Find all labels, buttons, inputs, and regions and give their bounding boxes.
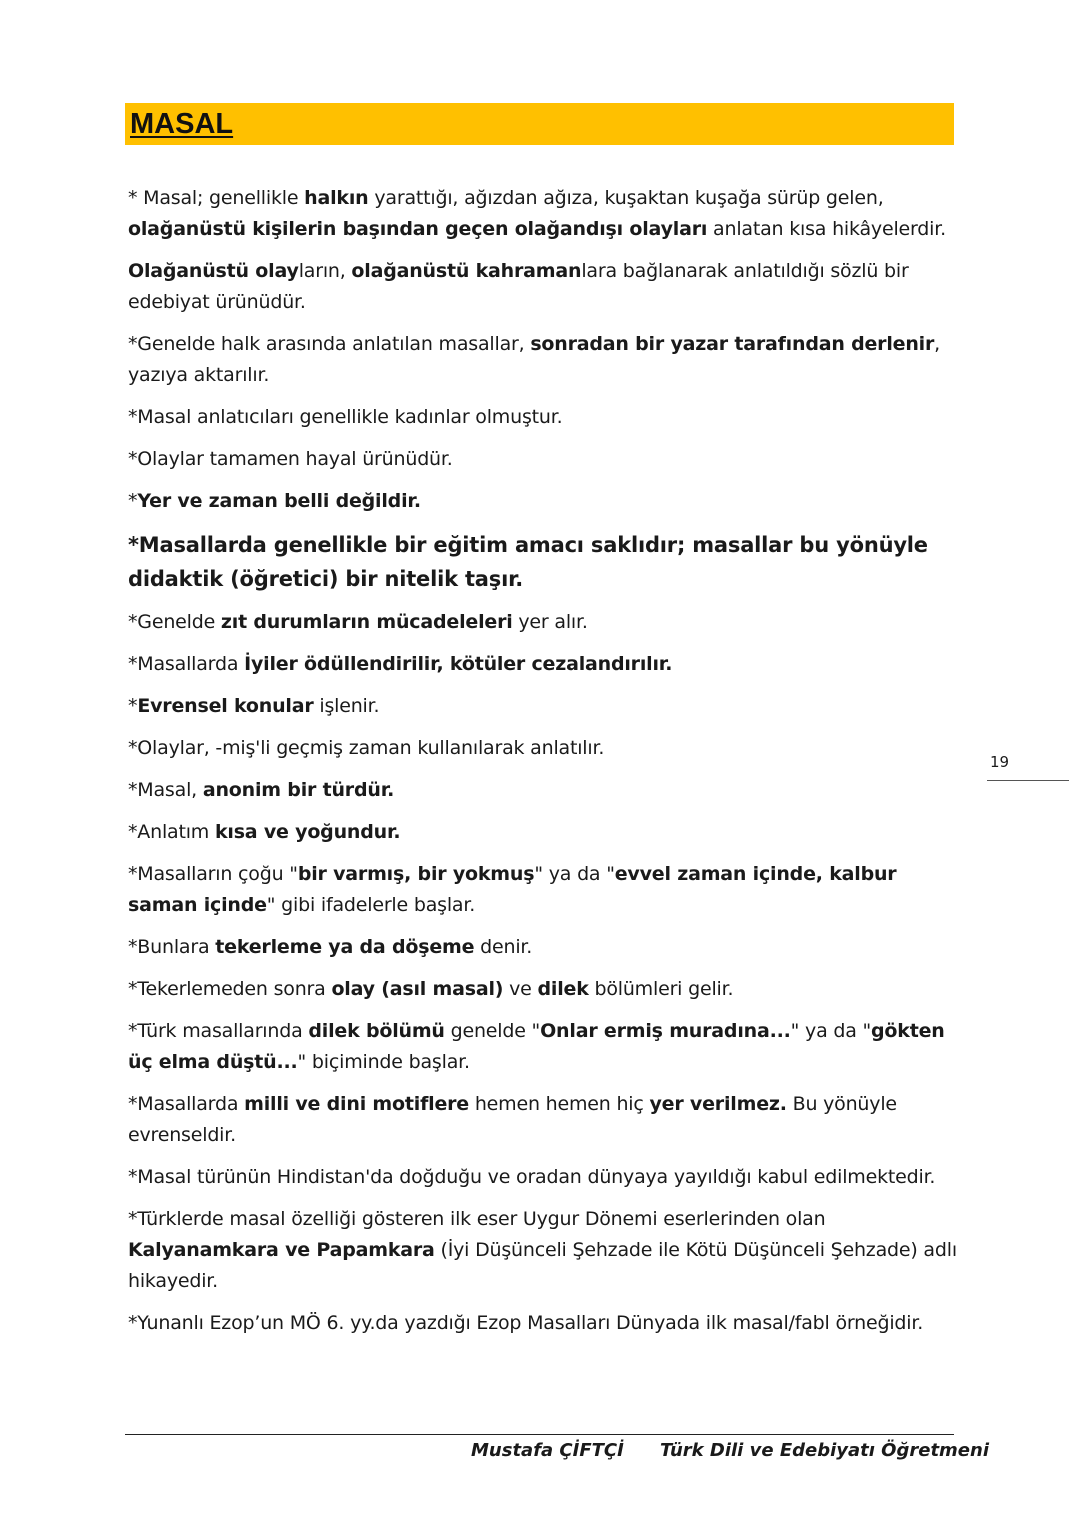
- paragraph: [128, 859, 958, 921]
- paragraph: [128, 733, 958, 764]
- paragraph: [128, 444, 958, 475]
- text-run: " biçiminde başlar.: [297, 1051, 470, 1073]
- text-run: * Masal; genellikle: [128, 187, 305, 209]
- text-run: Bu yönüyle evrenseldir.: [128, 1093, 897, 1146]
- paragraph: [128, 1308, 958, 1339]
- paragraph: [128, 1016, 958, 1078]
- text-run: *Anlatım: [128, 821, 215, 843]
- bold-text: bir varmış, bir yokmuş: [297, 863, 535, 885]
- text-run: *Masallarda: [128, 1093, 245, 1115]
- text-run: *Masal anlatıcıları genellikle kadınlar olmuştur.: [128, 406, 563, 428]
- bold-text: Evrensel konular: [137, 695, 314, 717]
- text-run: *Yunanlı Ezop’un MÖ 6. yy.da yazdığı Ezop Masalları Dünyada ilk masal/fabl örneğidir.: [128, 1312, 924, 1334]
- text-run: *Masal,: [128, 779, 203, 801]
- text-run: denir.: [474, 936, 533, 958]
- paragraph: [128, 775, 958, 806]
- text-run: *Türk masallarında: [128, 1020, 309, 1042]
- text-run: *Türklerde masal özelliği gösteren ilk eser Uygur Dönemi eserlerinden olan: [128, 1208, 826, 1230]
- paragraph: [128, 649, 958, 680]
- text-run: *Olaylar tamamen hayal ürünüdür.: [128, 448, 453, 470]
- bold-text: Yer ve zaman belli değildir.: [137, 490, 421, 512]
- text-run: " gibi ifadelerle başlar.: [266, 894, 476, 916]
- text-run: *: [128, 695, 138, 717]
- body-text: [128, 183, 958, 1350]
- bold-text: olağanüstü kahraman: [351, 260, 582, 282]
- text-run: *Masallarda: [128, 653, 245, 675]
- paragraph: [128, 607, 958, 638]
- title-banner: [125, 103, 954, 145]
- text-run: işlenir.: [313, 695, 380, 717]
- bold-text: olay (asıl masal): [331, 978, 504, 1000]
- bold-text: anonim bir türdür.: [202, 779, 395, 801]
- page-number: 19: [990, 753, 1010, 771]
- paragraph: [128, 1162, 958, 1193]
- text-run: (İyi Düşünceli Şehzade ile Kötü Düşünceli Şehzade) adlı hikayedir.: [128, 1239, 957, 1292]
- text-run: *: [128, 490, 138, 512]
- text-run: *Tekerlemeden sonra: [128, 978, 332, 1000]
- bold-text: dilek: [537, 978, 589, 1000]
- text-run: genelde ": [444, 1020, 541, 1042]
- text-run: *Masal türünün Hindistan'da doğduğu ve oradan dünyaya yayıldığı kabul edilmektedir.: [128, 1166, 936, 1188]
- text-run: yarattığı, ağızdan ağıza, kuşaktan kuşağa sürüp gelen,: [368, 187, 884, 209]
- text-run: hemen hemen hiç: [469, 1093, 650, 1115]
- bold-text: Olağanüstü olay: [128, 260, 299, 282]
- footer-rule: [125, 1434, 954, 1435]
- paragraph: [128, 974, 958, 1005]
- bold-text: dilek bölümü: [308, 1020, 445, 1042]
- page-title: MASAL: [130, 108, 234, 140]
- bold-text: yer verilmez.: [649, 1093, 787, 1115]
- text-run: *Masalların çoğu ": [128, 863, 298, 885]
- bold-text: sonradan bir yazar tarafından derlenir: [530, 333, 935, 355]
- bold-text: olağanüstü kişilerin başından geçen olağandışı olayları: [128, 218, 708, 240]
- paragraph: [128, 486, 958, 517]
- footer-author: Mustafa ÇİFTÇİ: [471, 1440, 624, 1461]
- bold-text: milli ve dini motiflere: [244, 1093, 469, 1115]
- text-run: ların,: [298, 260, 352, 282]
- paragraph: [128, 402, 958, 433]
- paragraph: [128, 1089, 958, 1151]
- text-run: , yazıya aktarılır.: [128, 333, 940, 386]
- bold-text: Onlar ermiş muradına...: [540, 1020, 791, 1042]
- bold-text: evvel zaman içinde, kalbur saman içinde: [128, 863, 897, 916]
- text-run: lara bağlanarak anlatıldığı sözlü bir edebiyat ürünüdür.: [128, 260, 909, 313]
- paragraph: [128, 528, 958, 596]
- text-run: *Genelde: [128, 611, 221, 633]
- text-run: " ya da ": [790, 1020, 872, 1042]
- paragraph: [128, 691, 958, 722]
- text-run: ve: [503, 978, 538, 1000]
- text-run: *Olaylar, -miş'li geçmiş zaman kullanılarak anlatılır.: [128, 737, 605, 759]
- bold-text: İyiler ödüllendirilir, kötüler cezalandırılır.: [244, 653, 673, 675]
- footer-role: Türk Dili ve Edebiyatı Öğretmeni: [660, 1440, 990, 1461]
- bold-text: zıt durumların mücadeleleri: [220, 611, 513, 633]
- text-run: *Genelde halk arasında anlatılan masallar,: [128, 333, 531, 355]
- bold-text: tekerleme ya da döşeme: [215, 936, 475, 958]
- paragraph: [128, 329, 958, 391]
- paragraph: [128, 817, 958, 848]
- page-number-rule: [987, 780, 1069, 781]
- text-run: " ya da ": [534, 863, 615, 885]
- text-run: anlatan kısa hikâyelerdir.: [707, 218, 946, 240]
- bold-text: *Masallarda genellikle bir eğitim amacı saklıdır; masallar bu yönüyle didaktik (öğretici) bir nitelik taşır.: [128, 533, 928, 591]
- paragraph: [128, 183, 958, 245]
- bold-text: gökten üç elma düştü...: [128, 1020, 945, 1073]
- text-run: bölümleri gelir.: [588, 978, 734, 1000]
- text-run: *Bunlara: [128, 936, 216, 958]
- text-run: yer alır.: [512, 611, 588, 633]
- paragraph: [128, 1204, 958, 1297]
- bold-text: halkın: [304, 187, 369, 209]
- bold-text: Kalyanamkara ve Papamkara: [128, 1239, 435, 1261]
- bold-text: kısa ve yoğundur.: [214, 821, 401, 843]
- paragraph: [128, 932, 958, 963]
- paragraph: [128, 256, 958, 318]
